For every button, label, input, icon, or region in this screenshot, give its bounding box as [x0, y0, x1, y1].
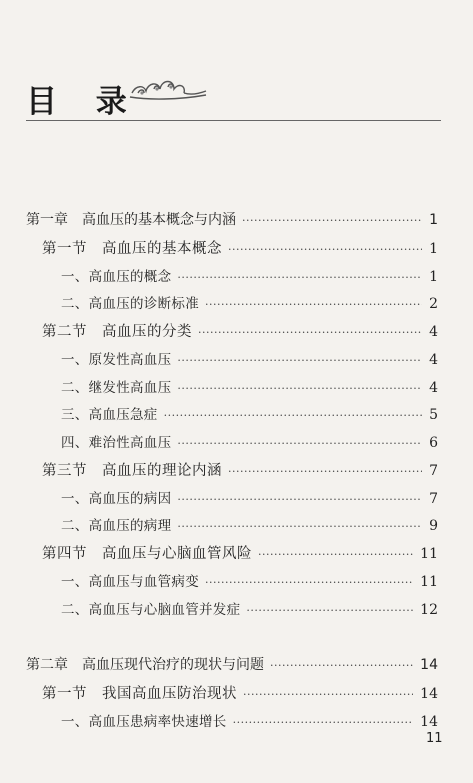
leader-dots [205, 576, 413, 589]
toc-entry-page: 11 [420, 546, 438, 562]
leader-dots [243, 688, 413, 701]
toc-entry-section [42, 320, 438, 341]
toc-entry-label: 二、高血压的病理 [61, 518, 172, 534]
toc-entry-page: 4 [429, 352, 438, 368]
toc-entry-label: 一、高血压的概念 [61, 269, 172, 285]
leader-dots [177, 354, 422, 367]
toc-entry-page: 1 [429, 212, 438, 228]
toc-entry-label: 四、难治性高血压 [61, 435, 172, 451]
toc-entry-label: 一、高血压的病因 [61, 491, 172, 507]
toc-entry-section [42, 459, 438, 480]
toc-entry-subsection [61, 487, 438, 507]
leader-dots [177, 437, 422, 450]
toc-entry-label: 一、高血压与血管病变 [61, 574, 199, 590]
leader-dots [258, 548, 413, 561]
toc-entry-subsection [61, 570, 438, 590]
toc-entry-label: 二、高血压与心脑血管并发症 [61, 602, 241, 618]
toc-entry-page: 14 [420, 714, 438, 730]
header-rule [26, 120, 441, 121]
toc-entry-label: 第四节 高血压与心脑血管风险 [42, 546, 252, 562]
toc-entry-page: 7 [429, 491, 438, 507]
leader-dots [270, 659, 413, 672]
toc-entry-label: 二、继发性高血压 [61, 380, 172, 396]
toc-entry-page: 7 [429, 463, 438, 479]
leader-dots [177, 271, 422, 284]
toc-entry-page: 14 [420, 657, 438, 673]
toc-entry-section [42, 237, 438, 258]
toc-entry-subsection [61, 710, 438, 730]
toc-entry-page: 12 [420, 602, 438, 618]
toc-entry-subsection [61, 265, 438, 285]
toc-entry-subsection [61, 514, 438, 534]
toc-entry-chapter-1 [26, 209, 438, 229]
toc-entry-page: 5 [429, 407, 438, 423]
leader-dots [177, 520, 422, 533]
leader-dots [246, 604, 413, 617]
toc-entry-page: 9 [429, 518, 438, 534]
toc-entry-subsection [61, 292, 438, 312]
leader-dots [242, 214, 422, 227]
toc-entry-label: 第三节 高血压的理论内涵 [42, 463, 222, 479]
toc-entry-section [42, 542, 438, 563]
toc-entry-label: 三、高血压急症 [61, 407, 158, 423]
cloud-ornament-icon [128, 67, 208, 103]
leader-dots [233, 716, 414, 729]
toc-entry-subsection [61, 376, 438, 396]
page-number: 11 [426, 731, 443, 746]
toc-entry-page: 4 [429, 380, 438, 396]
leader-dots [177, 493, 422, 506]
toc-entry-subsection [61, 403, 438, 423]
leader-dots [228, 465, 422, 478]
toc-entry-subsection [61, 431, 438, 451]
toc-entry-label: 第一章 高血压的基本概念与内涵 [26, 212, 236, 228]
toc-entry-label: 第二章 高血压现代治疗的现状与问题 [26, 657, 264, 673]
toc-entry-page: 6 [429, 435, 438, 451]
leader-dots [228, 243, 422, 256]
toc-entry-label: 第一节 我国高血压防治现状 [42, 686, 237, 702]
toc-entry-label: 第二节 高血压的分类 [42, 324, 192, 340]
toc-entry-label: 第一节 高血压的基本概念 [42, 241, 222, 257]
toc-entry-label: 一、原发性高血压 [61, 352, 172, 368]
leader-dots [177, 382, 422, 395]
toc-entry-subsection [61, 348, 438, 368]
toc-entry-page: 1 [429, 269, 438, 285]
leader-dots [198, 326, 422, 339]
toc-entry-page: 4 [429, 324, 438, 340]
toc-entry-page: 11 [420, 574, 438, 590]
leader-dots [205, 298, 422, 311]
leader-dots [164, 409, 422, 422]
toc-entry-page: 14 [420, 686, 438, 702]
toc-entry-section [42, 682, 438, 703]
toc-entry-page: 2 [429, 296, 438, 312]
toc-entry-page: 1 [429, 241, 438, 257]
toc-entry-subsection [61, 598, 438, 618]
toc-entry-label: 二、高血压的诊断标准 [61, 296, 199, 312]
toc-entry-label: 一、高血压患病率快速增长 [61, 714, 227, 730]
toc-entry-chapter-2 [26, 654, 438, 674]
toc-title: 目 录 [26, 84, 141, 120]
